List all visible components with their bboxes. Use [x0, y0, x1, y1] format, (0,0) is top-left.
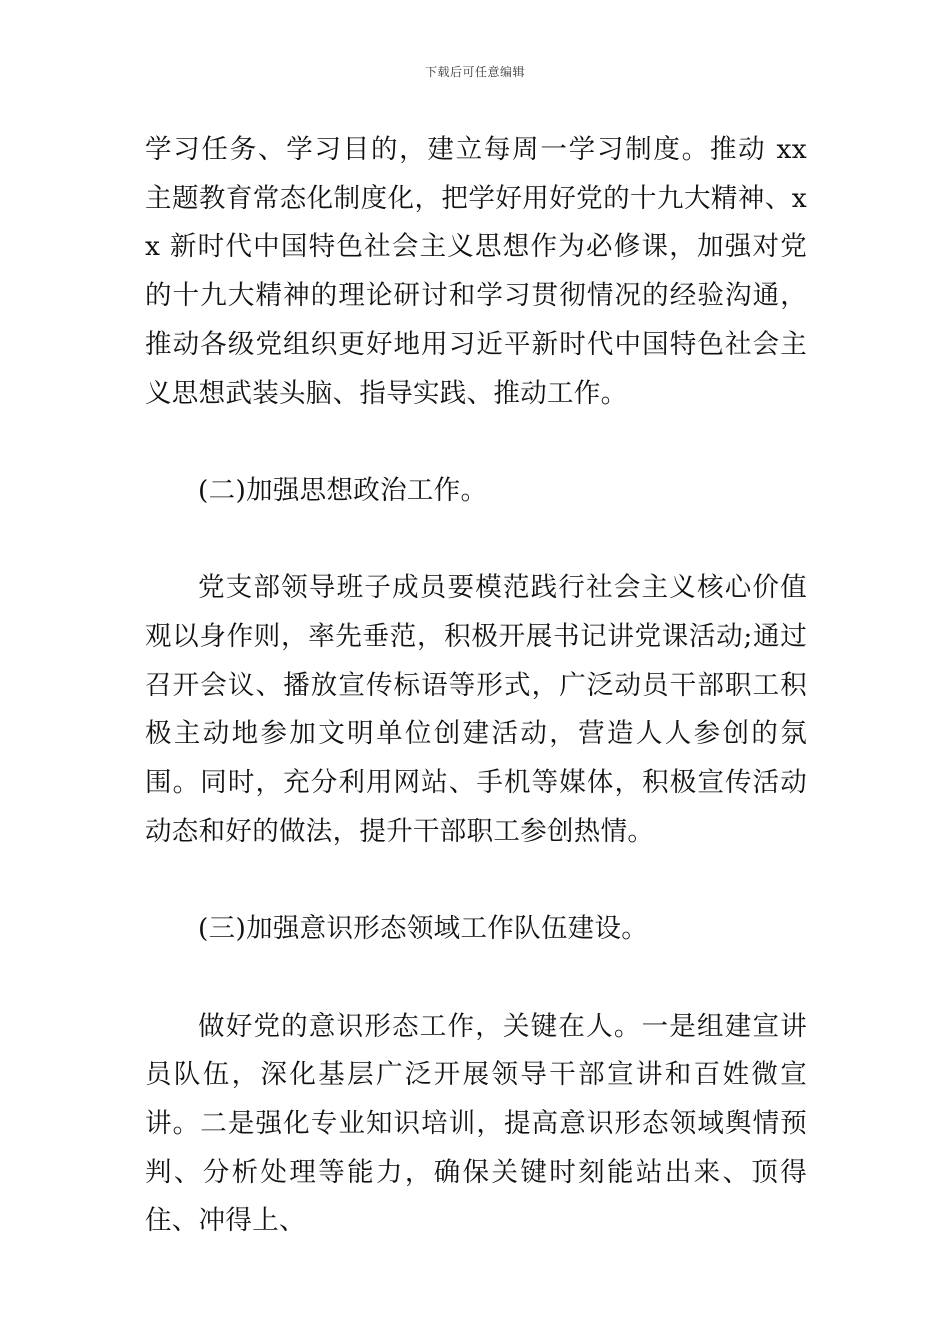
- paragraph-team-building: 做好党的意识形态工作，关键在人。一是组建宣讲员队伍，深化基层广泛开展领导干部宣讲和百姓微宣讲。二是强化专业知识培训，提高意识形态领域舆情预判、分析处理等能力，确保关键时刻能站出来、顶得住、冲得上、: [145, 1010, 807, 1237]
- document-body: [145, 126, 807, 1246]
- section-heading-3: (三)加强意识形态领域工作队伍建设。: [198, 913, 649, 945]
- page-header-note: 下载后可任意编辑: [424, 65, 525, 79]
- paragraph-continuation: 学习任务、学习目的，建立每周一学习制度。推动 xx 主题教育常态化制度化，把学好用好党的十九大精神、xx 新时代中国特色社会主义思想作为必修课，加强对党的十九大精神的理论研讨和学习贯彻情况的经验沟通，推动各级党组织更好地用习近平新时代中国特色社会主义思想武装头脑、指导实践、推动工作。: [145, 134, 807, 409]
- section-heading-2: (二)加强思想政治工作。: [198, 474, 488, 506]
- paragraph-ideological-work: 党支部领导班子成员要模范践行社会主义核心价值观以身作则，率先垂范，积极开展书记讲党课活动;通过召开会议、播放宣传标语等形式，广泛动员干部职工积极主动地参加文明单位创建活动，营造人人参创的氛围。同时，充分利用网站、手机等媒体，积极宣传活动动态和好的做法，提升干部职工参创热情。: [145, 572, 807, 847]
